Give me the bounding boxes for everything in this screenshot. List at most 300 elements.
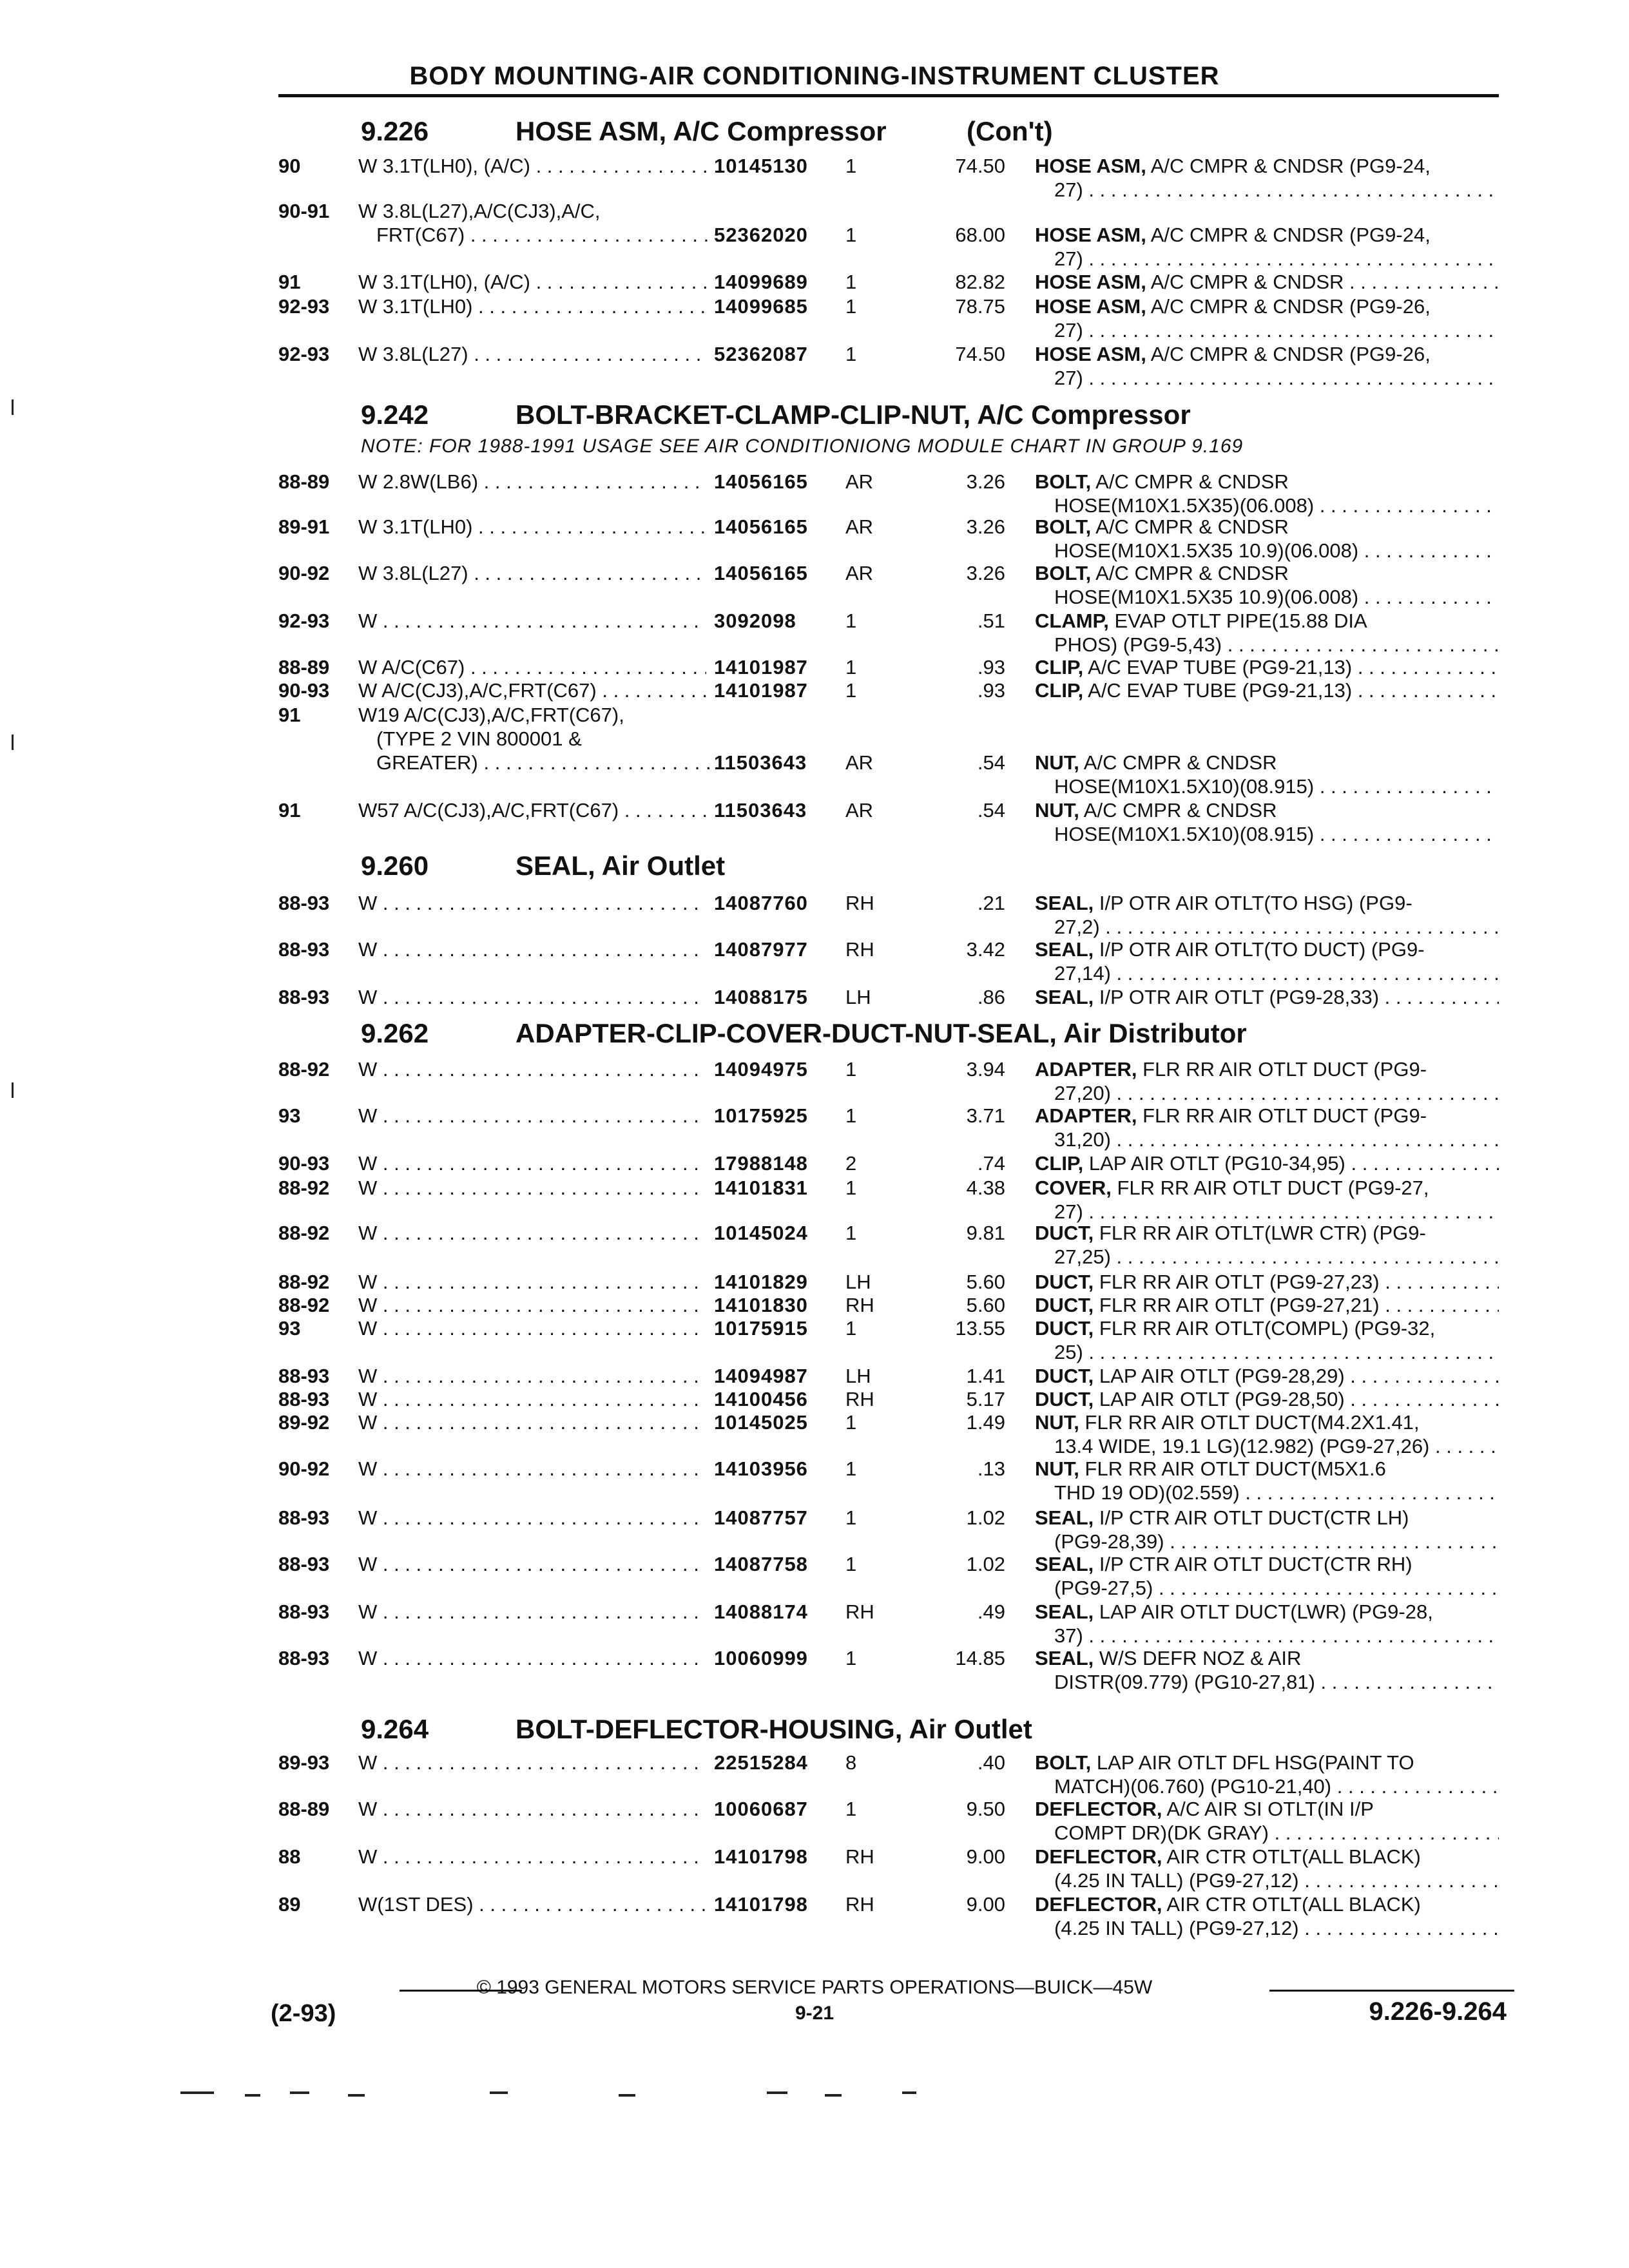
- price: 82.82: [955, 271, 1005, 293]
- description-text: 25): [1054, 1341, 1083, 1363]
- part-description: [1035, 1845, 1499, 1869]
- part-entry: [0, 892, 1629, 939]
- quantity: 1: [845, 155, 857, 177]
- entry-line: [0, 1341, 1629, 1365]
- entry-line: [0, 1388, 1629, 1412]
- quantity: 1: [845, 1177, 857, 1199]
- quantity: 1: [845, 343, 857, 365]
- entry-line: [0, 1893, 1629, 1917]
- part-description: [1035, 1271, 1499, 1294]
- model-years: 91: [278, 799, 301, 822]
- part-description: [1035, 1600, 1499, 1624]
- application: (TYPE 2 VIN 800001 &: [376, 727, 582, 750]
- part-description: [1035, 656, 1499, 679]
- entry-line: [0, 295, 1629, 319]
- part-description: [1054, 775, 1499, 798]
- part-entry: [0, 470, 1629, 518]
- section-name: ADAPTER-CLIP-COVER-DUCT-NUT-SEAL, Air Distributor: [516, 1018, 1247, 1048]
- description-name: DEFLECTOR,: [1035, 1845, 1162, 1868]
- quantity: AR: [845, 515, 874, 538]
- description-text: A/C CMPR & CNDSR: [1083, 799, 1277, 822]
- description-name: CLIP,: [1035, 1152, 1084, 1175]
- description-text: HOSE(M10X1.5X35 10.9)(06.008): [1054, 586, 1359, 608]
- description-text: FLR RR AIR OTLT DUCT(M4.2X1.41,: [1084, 1411, 1420, 1434]
- entry-line: [0, 1600, 1629, 1624]
- entry-line: [0, 1152, 1629, 1176]
- description-name: NUT,: [1035, 1411, 1079, 1434]
- price: 3.26: [966, 562, 1005, 584]
- price: .54: [977, 799, 1005, 822]
- description-text: A/C EVAP TUBE (PG9-21,13): [1088, 656, 1353, 678]
- section-number: 9.260: [361, 850, 429, 881]
- application: W . . .: [358, 1365, 706, 1388]
- description-name: SEAL,: [1035, 986, 1094, 1008]
- entry-line: [0, 1751, 1629, 1775]
- footer-date: (2-93): [271, 2000, 336, 2027]
- application: W . . .: [358, 1058, 706, 1081]
- part-entry: [0, 679, 1629, 703]
- description-text: (4.25 IN TALL) (PG9-27,12): [1054, 1869, 1299, 1892]
- entry-line: [0, 962, 1629, 986]
- part-description: [1035, 799, 1499, 822]
- description-text: THD 19 OD)(02.559): [1054, 1481, 1240, 1504]
- model-years: 88-92: [278, 1271, 330, 1293]
- description-text: FLR RR AIR OTLT (PG9-27,23): [1099, 1271, 1380, 1293]
- description-name: NUT,: [1035, 751, 1079, 774]
- part-entry: [0, 562, 1629, 610]
- model-years: 88-93: [278, 1600, 330, 1623]
- model-years: 90-92: [278, 1457, 330, 1480]
- scan-mark: [825, 2094, 842, 2097]
- description-text: A/C AIR SI OTLT(IN I/P: [1166, 1798, 1374, 1820]
- part-number: 14094975: [714, 1058, 808, 1081]
- price: 1.49: [966, 1411, 1005, 1434]
- description-name: DUCT,: [1035, 1294, 1094, 1316]
- part-description: [1054, 1917, 1499, 1940]
- description-text: 13.4 WIDE, 19.1 LG)(12.982) (PG9-27,26): [1054, 1435, 1430, 1457]
- part-description: [1054, 494, 1499, 517]
- description-text: HOSE(M10X1.5X10)(08.915): [1054, 775, 1315, 798]
- part-description: [1054, 1481, 1499, 1504]
- application: W . . .: [358, 1647, 706, 1670]
- entry-line: [0, 1365, 1629, 1389]
- application: W . . .: [358, 1177, 706, 1200]
- description-name: BOLT,: [1035, 1751, 1092, 1774]
- application: W . . .: [358, 1553, 706, 1576]
- price: 5.60: [966, 1294, 1005, 1316]
- part-entry: [0, 1294, 1629, 1318]
- quantity: 1: [845, 1553, 857, 1575]
- entry-line: [0, 1177, 1629, 1200]
- entry-line: [0, 633, 1629, 657]
- part-number: 14101830: [714, 1294, 808, 1316]
- part-number: 14099685: [714, 295, 808, 318]
- part-number: 14087757: [714, 1506, 808, 1529]
- part-number: 22515284: [714, 1751, 808, 1774]
- description-text: A/C CMPR & CNDSR (PG9-24,: [1150, 224, 1431, 246]
- application: W . . .: [358, 1506, 706, 1530]
- part-number: 11503643: [714, 751, 807, 774]
- quantity: 1: [845, 1457, 857, 1480]
- description-text: PHOS) (PG9-5,43): [1054, 633, 1222, 656]
- entry-line: [0, 1104, 1629, 1128]
- part-entry: [0, 799, 1629, 847]
- scan-mark: [490, 2091, 508, 2094]
- quantity: AR: [845, 799, 874, 822]
- description-name: HOSE ASM,: [1035, 295, 1146, 318]
- entry-line: [0, 494, 1629, 518]
- scan-mark: [290, 2091, 309, 2094]
- scan-mark: [180, 2091, 214, 2094]
- model-years: 92-93: [278, 610, 330, 632]
- model-years: 88: [278, 1845, 301, 1868]
- part-entry: [0, 1411, 1629, 1459]
- description-text: 27,2): [1054, 916, 1100, 938]
- entry-line: [0, 1411, 1629, 1435]
- description-text: (4.25 IN TALL) (PG9-27,12): [1054, 1917, 1299, 1939]
- part-number: 10175925: [714, 1104, 808, 1127]
- price: .93: [977, 679, 1005, 702]
- application: W 3.1T(LH0), (A/C) . . .: [358, 155, 706, 178]
- description-name: BOLT,: [1035, 470, 1092, 493]
- part-entry: [0, 155, 1629, 202]
- part-entry: [0, 1271, 1629, 1294]
- model-years: 90: [278, 155, 301, 177]
- part-description: [1054, 1082, 1499, 1105]
- quantity: 1: [845, 295, 857, 318]
- model-years: 88-93: [278, 1647, 330, 1669]
- entry-line: [0, 1845, 1629, 1869]
- part-number: 14100456: [714, 1388, 808, 1410]
- part-entry: [0, 515, 1629, 563]
- description-name: SEAL,: [1035, 1647, 1094, 1669]
- part-number: 14101829: [714, 1271, 808, 1293]
- price: .93: [977, 656, 1005, 678]
- part-entry: [0, 1152, 1629, 1176]
- section-name: SEAL, Air Outlet: [516, 850, 726, 881]
- part-number: 10060999: [714, 1647, 808, 1669]
- part-description: [1035, 986, 1499, 1009]
- part-description: [1035, 470, 1499, 494]
- price: 74.50: [955, 343, 1005, 365]
- description-name: SEAL,: [1035, 1553, 1094, 1575]
- description-text: I/P OTR AIR OTLT(TO DUCT) (PG9-: [1099, 938, 1425, 961]
- entry-line: [0, 319, 1629, 343]
- price: 1.02: [966, 1506, 1005, 1529]
- part-description: [1035, 1506, 1499, 1530]
- application: W . . .: [358, 1600, 706, 1624]
- part-description: [1035, 1751, 1499, 1774]
- part-description: [1035, 295, 1499, 318]
- price: 3.42: [966, 938, 1005, 961]
- model-years: 93: [278, 1104, 301, 1127]
- quantity: RH: [845, 892, 874, 914]
- model-years: 90-91: [278, 200, 330, 222]
- quantity: AR: [845, 470, 874, 493]
- part-description: [1035, 1893, 1499, 1916]
- part-description: [1035, 224, 1499, 247]
- scan-mark: [12, 735, 14, 750]
- price: 68.00: [955, 224, 1005, 246]
- entry-line: [0, 656, 1629, 680]
- part-entry: [0, 1457, 1629, 1505]
- part-description: [1035, 892, 1499, 915]
- part-entry: [0, 986, 1629, 1010]
- entry-line: [0, 799, 1629, 823]
- description-name: DUCT,: [1035, 1271, 1094, 1293]
- quantity: 1: [845, 1104, 857, 1127]
- entry-line: [0, 1671, 1629, 1695]
- part-number: 14087977: [714, 938, 808, 961]
- application: W 3.8L(L27) . . .: [358, 562, 706, 585]
- model-years: 89-93: [278, 1751, 330, 1774]
- price: 9.00: [966, 1845, 1005, 1868]
- description-name: BOLT,: [1035, 562, 1092, 584]
- quantity: 1: [845, 1506, 857, 1529]
- entry-line: [0, 271, 1629, 294]
- entry-line: [0, 200, 1629, 224]
- model-years: 91: [278, 704, 301, 726]
- price: 3.26: [966, 470, 1005, 493]
- description-name: ADAPTER,: [1035, 1104, 1137, 1127]
- application: W . . .: [358, 1104, 706, 1128]
- entry-line: [0, 1128, 1629, 1152]
- description-name: SEAL,: [1035, 892, 1094, 914]
- application: W 3.1T(LH0), (A/C) . . .: [358, 271, 706, 294]
- price: .21: [977, 892, 1005, 914]
- part-description: [1054, 1821, 1499, 1845]
- description-name: COVER,: [1035, 1177, 1112, 1199]
- quantity: LH: [845, 1271, 871, 1293]
- application: W . . .: [358, 1411, 706, 1434]
- quantity: RH: [845, 1600, 874, 1623]
- price: .40: [977, 1751, 1005, 1774]
- description-text: 27): [1054, 367, 1083, 389]
- model-years: 88-92: [278, 1058, 330, 1081]
- description-name: BOLT,: [1035, 515, 1092, 538]
- part-number: 10145024: [714, 1222, 808, 1244]
- part-description: [1054, 1530, 1499, 1553]
- quantity: LH: [845, 1365, 871, 1387]
- description-text: 27,20): [1054, 1082, 1111, 1104]
- part-description: [1035, 155, 1499, 178]
- part-entry: [0, 1798, 1629, 1845]
- scan-mark: [902, 2091, 916, 2094]
- description-text: DISTR(09.779) (PG10-27,81): [1054, 1671, 1315, 1693]
- entry-line: [0, 247, 1629, 271]
- entry-line: [0, 1245, 1629, 1269]
- entry-line: [0, 1798, 1629, 1821]
- application: W . . .: [358, 1457, 706, 1481]
- part-number: 11503643: [714, 799, 807, 822]
- part-number: 14094987: [714, 1365, 808, 1387]
- description-text: FLR RR AIR OTLT(LWR CTR) (PG9-: [1099, 1222, 1426, 1244]
- price: 13.55: [955, 1317, 1005, 1340]
- part-entry: [0, 200, 1629, 271]
- application: W 3.8L(L27) . . .: [358, 343, 706, 366]
- price: 4.38: [966, 1177, 1005, 1199]
- application: W . . .: [358, 1317, 706, 1340]
- model-years: 88-93: [278, 986, 330, 1008]
- quantity: RH: [845, 938, 874, 961]
- part-number: 52362087: [714, 343, 808, 365]
- quantity: 1: [845, 679, 857, 702]
- description-name: CLIP,: [1035, 656, 1084, 678]
- application: W . . .: [358, 1845, 706, 1869]
- part-description: [1054, 178, 1499, 202]
- part-entry: [0, 1553, 1629, 1600]
- section-heading: [0, 116, 1629, 152]
- description-text: 27): [1054, 319, 1083, 341]
- description-text: A/C CMPR & CNDSR (PG9-24,: [1150, 155, 1431, 177]
- description-text: A/C CMPR & CNDSR: [1095, 562, 1289, 584]
- part-description: [1054, 539, 1499, 562]
- application: W . . .: [358, 1222, 706, 1245]
- entry-line: [0, 1821, 1629, 1845]
- part-number: 14088174: [714, 1600, 808, 1623]
- part-description: [1035, 343, 1499, 366]
- part-number: 14099689: [714, 271, 808, 293]
- application: W . . .: [358, 1798, 706, 1821]
- model-years: 90-92: [278, 562, 330, 584]
- model-years: 88-92: [278, 1222, 330, 1244]
- part-number: 14056165: [714, 562, 808, 584]
- price: .49: [977, 1600, 1005, 1623]
- scan-mark: [619, 2094, 635, 2097]
- part-description: [1035, 1294, 1499, 1317]
- description-name: DUCT,: [1035, 1388, 1094, 1410]
- part-description: [1035, 1058, 1499, 1081]
- part-description: [1035, 938, 1499, 961]
- model-years: 88-93: [278, 1365, 330, 1387]
- entry-line: [0, 1481, 1629, 1505]
- description-text: (PG9-28,39): [1054, 1530, 1164, 1553]
- part-description: [1035, 1152, 1499, 1175]
- entry-line: [0, 1294, 1629, 1318]
- application: W . . .: [358, 938, 706, 961]
- application: FRT(C67) . . .: [376, 224, 724, 247]
- part-entry: [0, 1388, 1629, 1412]
- model-years: 92-93: [278, 295, 330, 318]
- description-text: FLR RR AIR OTLT DUCT (PG9-: [1142, 1058, 1427, 1081]
- price: 5.60: [966, 1271, 1005, 1293]
- description-name: HOSE ASM,: [1035, 155, 1146, 177]
- section-number: 9.262: [361, 1018, 429, 1048]
- description-text: LAP AIR OTLT (PG10-34,95): [1088, 1152, 1345, 1175]
- entry-line: [0, 1553, 1629, 1577]
- application: W . . .: [358, 1271, 706, 1294]
- part-entry: [0, 343, 1629, 390]
- price: .86: [977, 986, 1005, 1008]
- description-text: HOSE(M10X1.5X10)(08.915): [1054, 823, 1315, 845]
- part-entry: [0, 1845, 1629, 1893]
- model-years: 88-89: [278, 470, 330, 493]
- price: 9.81: [966, 1222, 1005, 1244]
- description-text: A/C CMPR & CNDSR: [1095, 515, 1289, 538]
- entry-line: [0, 224, 1629, 247]
- description-text: A/C CMPR & CNDSR: [1095, 470, 1289, 493]
- scan-mark: [12, 1082, 14, 1098]
- description-text: FLR RR AIR OTLT DUCT(M5X1.6: [1084, 1457, 1386, 1480]
- description-text: HOSE(M10X1.5X35)(06.008): [1054, 494, 1315, 517]
- entry-line: [0, 470, 1629, 494]
- entry-line: [0, 727, 1629, 751]
- part-number: 14087760: [714, 892, 808, 914]
- application: GREATER) . . .: [376, 751, 724, 774]
- part-description: [1035, 679, 1499, 702]
- entry-line: [0, 1435, 1629, 1459]
- part-entry: [0, 1600, 1629, 1648]
- entry-line: [0, 938, 1629, 962]
- part-number: 10145025: [714, 1411, 808, 1434]
- quantity: RH: [845, 1388, 874, 1410]
- description-text: FLR RR AIR OTLT DUCT (PG9-27,: [1117, 1177, 1429, 1199]
- part-description: [1054, 1577, 1499, 1600]
- description-text: I/P OTR AIR OTLT(TO HSG) (PG9-: [1099, 892, 1412, 914]
- entry-line: [0, 178, 1629, 202]
- section-heading: [0, 399, 1629, 436]
- description-name: DUCT,: [1035, 1365, 1094, 1387]
- part-entry: [0, 1222, 1629, 1269]
- part-number: 14101798: [714, 1893, 808, 1916]
- part-number: 17988148: [714, 1152, 808, 1175]
- part-description: [1035, 1317, 1499, 1340]
- part-number: 52362020: [714, 224, 808, 246]
- quantity: 1: [845, 1317, 857, 1340]
- model-years: 88-93: [278, 938, 330, 961]
- part-description: [1035, 271, 1499, 294]
- part-description: [1035, 1104, 1499, 1128]
- description-text: LAP AIR OTLT (PG9-28,50): [1099, 1388, 1345, 1410]
- quantity: 1: [845, 224, 857, 246]
- quantity: 1: [845, 1222, 857, 1244]
- scan-mark: [245, 2094, 260, 2097]
- description-text: FLR RR AIR OTLT DUCT (PG9-: [1142, 1104, 1427, 1127]
- price: 78.75: [955, 295, 1005, 318]
- part-description: [1035, 1365, 1499, 1388]
- entry-line: [0, 343, 1629, 367]
- entry-line: [0, 610, 1629, 633]
- description-name: CLAMP,: [1035, 610, 1109, 632]
- part-entry: [0, 1506, 1629, 1554]
- description-name: SEAL,: [1035, 938, 1094, 961]
- part-description: [1054, 1775, 1499, 1798]
- part-number: 14056165: [714, 515, 808, 538]
- application: W . . .: [358, 1152, 706, 1175]
- part-description: [1054, 1671, 1499, 1694]
- application: W . . .: [358, 986, 706, 1009]
- model-years: 88-92: [278, 1294, 330, 1316]
- header-rule: [278, 94, 1499, 97]
- quantity: 1: [845, 1058, 857, 1081]
- part-description: [1054, 1624, 1499, 1648]
- part-number: 14101798: [714, 1845, 808, 1868]
- entry-line: [0, 1082, 1629, 1106]
- part-description: [1035, 1798, 1499, 1821]
- price: 1.02: [966, 1553, 1005, 1575]
- quantity: 8: [845, 1751, 857, 1774]
- part-description: [1054, 633, 1499, 657]
- quantity: 1: [845, 1411, 857, 1434]
- entry-line: [0, 1775, 1629, 1799]
- section-note: NOTE: FOR 1988-1991 USAGE SEE AIR CONDITIONIONG MODULE CHART IN GROUP 9.169: [361, 436, 1244, 457]
- part-number: 14056165: [714, 470, 808, 493]
- scan-mark: [12, 399, 14, 415]
- entry-line: [0, 1506, 1629, 1530]
- section-name: BOLT-DEFLECTOR-HOUSING, Air Outlet: [516, 1714, 1032, 1744]
- quantity: LH: [845, 986, 871, 1008]
- price: 9.00: [966, 1893, 1005, 1916]
